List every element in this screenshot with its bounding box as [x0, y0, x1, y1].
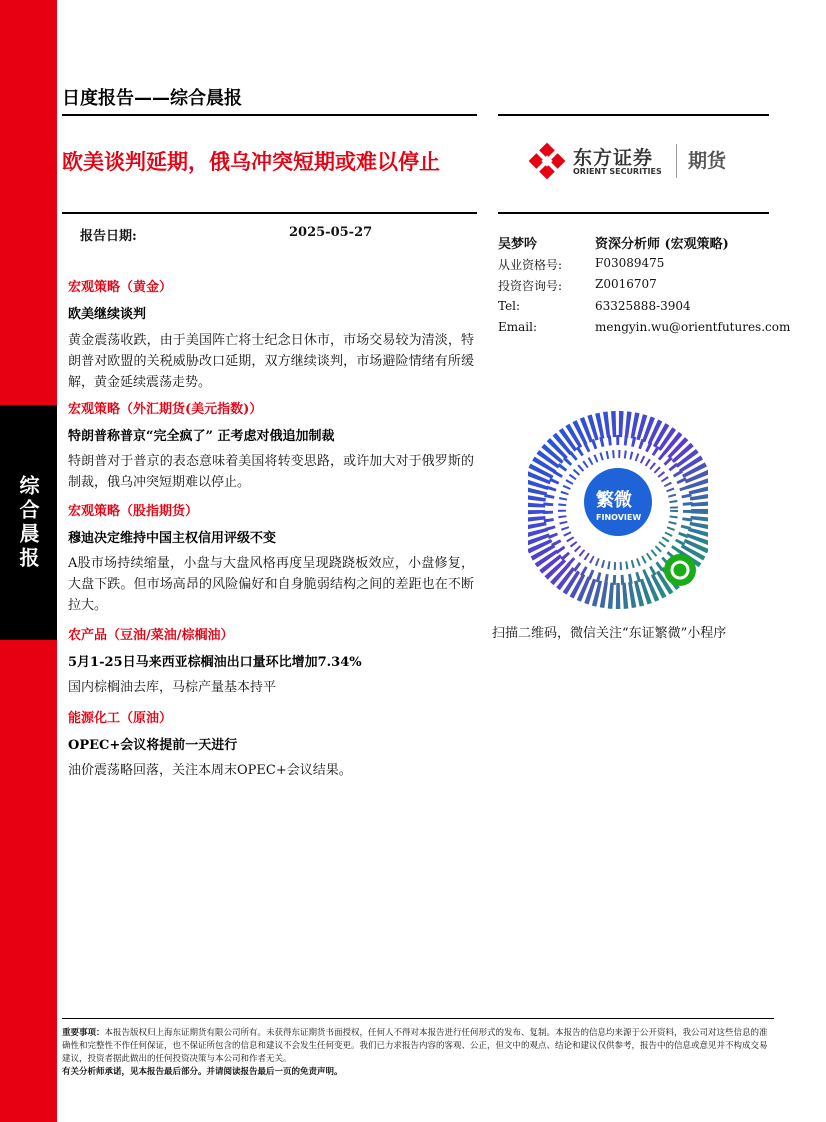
analyst-name: 吴梦吟 [498, 237, 538, 252]
email-label: Email: [498, 320, 538, 334]
section-body-gold: 黄金震荡收跌，由于美国阵亡将士纪念日休市，市场交易较为清淡，特朗普对欧盟的关税威胁改口延期，双方继续谈判，市场避险情绪有所缓解，黄金延续震荡走势。 [68, 333, 474, 390]
section-tab [0, 405, 57, 640]
disclaimer-label: 重要事项： [62, 1028, 105, 1038]
section-category-fx: 宏观策略（外汇期货(美元指数)） [68, 402, 263, 417]
title-rule-right [498, 212, 769, 214]
section-headline-energy: OPEC+会议将提前一天进行 [68, 738, 238, 753]
logo-mark-icon [527, 141, 567, 181]
section-category-agri: 农产品（豆油/菜油/棕榈油） [68, 628, 234, 643]
section-category-gold: 宏观策略（黄金） [68, 280, 173, 295]
report-date: 2025-05-27 [289, 225, 373, 240]
report-category: 日度报告——综合晨报 [62, 88, 242, 109]
logo-name: 东方证券 [573, 147, 654, 169]
section-headline-agri: 5月1-25日马来西亚棕榈油出口量环比增加7.34% [68, 655, 362, 670]
section-headline-gold: 欧美继续谈判 [68, 307, 147, 322]
tel-label: Tel: [498, 299, 521, 313]
disclaimer-text: 本报告版权归上海东证期货有限公司所有。未获得东证期货书面授权，任何人不得对本报告进行任何形式的发布、复制。本报告的信息均来源于公开资料，我公司对这些信息的准确性和完整性不作任何保证，也不保证所包含的信息和建议不会发生任何变更。我们已力求报告内容的客观、公正，但文中的观点、结论和建议仅供参考，报告中的信息或意见并不构成交易建议，投资者据此做出的任何投资决策与本公司和作者无关。 [62, 1028, 768, 1064]
qualification-number: F03089475 [595, 256, 665, 270]
qr-center-text: 繁微 [596, 490, 632, 511]
title-rule-left [62, 212, 477, 214]
section-headline-fx: 特朗普称普京“完全疯了” 正考虑对俄追加制裁 [68, 429, 335, 444]
qualification-label: 从业资格号: [498, 258, 563, 272]
disclaimer-rule [62, 1018, 774, 1019]
disclaimer-footer: 有关分析师承诺，见本报告最后部分。并请阅读报告最后一页的免责声明。 [62, 1067, 343, 1077]
header-rule-left [62, 114, 477, 116]
logo-english: ORIENT SECURITIES [573, 167, 662, 176]
section-tab-label: 综合晨报 [16, 474, 40, 571]
section-category-energy: 能源化工（原油） [68, 711, 173, 726]
analyst-role: 资深分析师 (宏观策略) [595, 237, 729, 252]
section-body-agri: 国内棕榈油去库，马棕产量基本持平 [68, 680, 277, 695]
qr-code[interactable] [528, 410, 708, 614]
qr-brand: FINOVIEW [596, 513, 642, 522]
consulting-label: 投资咨询号: [498, 279, 563, 293]
qr-caption: 扫描二维码，微信关注“东证繁微”小程序 [492, 626, 727, 641]
logo-division: 期货 [688, 150, 727, 172]
tel-value: 63325888-3904 [595, 299, 691, 313]
consulting-number: Z0016707 [595, 277, 657, 291]
section-category-index: 宏观策略（股指期货） [68, 504, 199, 519]
company-logo [527, 140, 737, 182]
page-title: 欧美谈判延期，俄乌冲突短期或难以停止 [62, 150, 440, 174]
header-rule-right [498, 114, 769, 116]
section-body-index: A股市场持续缩量，小盘与大盘风格再度呈现跷跷板效应，小盘修复，大盘下跌。但市场高昂的风险偏好和自身脆弱结构之间的差距也在不断拉大。 [68, 556, 474, 613]
date-label: 报告日期: [80, 229, 137, 244]
email-value[interactable]: mengyin.wu@orientfutures.com [595, 320, 791, 334]
disclaimer [62, 1027, 774, 1079]
logo-divider [676, 144, 677, 178]
section-headline-index: 穆迪决定维持中国主权信用评级不变 [68, 531, 277, 546]
section-body-fx: 特朗普对于普京的表态意味着美国将转变思路，或许加大对于俄罗斯的制裁，俄乌冲突短期难以停止。 [68, 454, 474, 490]
section-body-energy: 油价震荡略回落，关注本周末OPEC+会议结果。 [68, 763, 352, 778]
